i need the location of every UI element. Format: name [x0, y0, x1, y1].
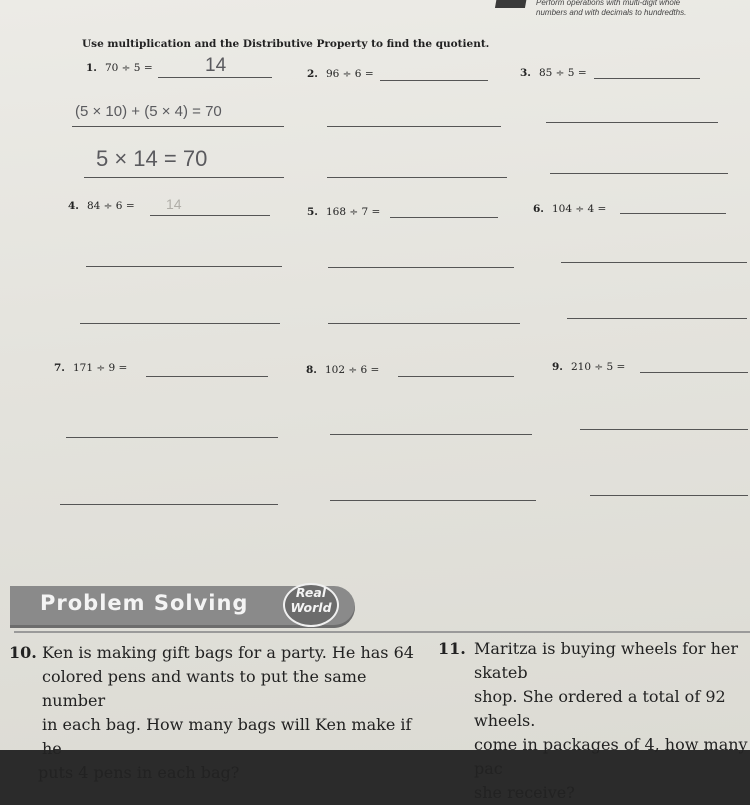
- problem-number: 5.: [307, 206, 318, 218]
- problem-text-line: Maritza is buying wheels for her skateb: [474, 639, 738, 682]
- handwritten-work: 5 × 14 = 70: [96, 146, 208, 171]
- work-line[interactable]: [60, 504, 278, 505]
- problem-7: [54, 362, 127, 374]
- standard-note-line2: numbers and with decimals to hundredths.: [536, 8, 687, 17]
- work-line[interactable]: [546, 122, 718, 123]
- problem-number: 7.: [54, 362, 65, 374]
- answer-blank[interactable]: [640, 372, 748, 373]
- handwritten-answer: 14: [205, 55, 227, 76]
- work-line[interactable]: [330, 434, 532, 435]
- problem-number: 1.: [86, 62, 97, 74]
- work-line[interactable]: [80, 323, 280, 324]
- problem-number: 4.: [68, 200, 79, 212]
- work-line[interactable]: [550, 173, 728, 174]
- problem-text-line: she receive?: [474, 783, 575, 802]
- problem-number: 11.: [438, 639, 466, 658]
- word-problem-10: [9, 641, 422, 785]
- word-problem-11: [474, 637, 750, 805]
- problem-expression: 210 ÷ 5 =: [570, 361, 626, 373]
- problem-text-line: shop. She ordered a total of 92 wheels.: [474, 687, 726, 730]
- work-line[interactable]: [561, 262, 747, 263]
- problem-8: [306, 364, 379, 376]
- problem-expression: 96 ÷ 6 =: [325, 68, 374, 80]
- standard-note: [536, 0, 746, 18]
- problem-9: [552, 361, 625, 373]
- problem-expression: 104 ÷ 4 =: [551, 203, 607, 215]
- answer-blank[interactable]: [380, 80, 488, 81]
- answer-blank[interactable]: [594, 78, 700, 79]
- problem-expression: 70 ÷ 5 =: [104, 62, 153, 74]
- section-divider: [14, 631, 750, 633]
- standard-tag: [495, 0, 527, 8]
- work-line[interactable]: [590, 495, 748, 496]
- faint-answer: 14: [166, 196, 182, 212]
- problem-text-line: come in packages of 4, how many pac: [474, 735, 748, 778]
- handwritten-work: (5 × 10) + (5 × 4) = 70: [75, 103, 222, 120]
- answer-blank[interactable]: [398, 376, 514, 377]
- standard-note-line1: Perform operations with multi-digit whole: [536, 0, 681, 7]
- problem-6: [533, 203, 606, 215]
- work-line[interactable]: [327, 126, 501, 127]
- problem-number: 10.: [9, 643, 37, 662]
- problem-expression: 102 ÷ 6 =: [324, 364, 380, 376]
- work-line[interactable]: [327, 177, 507, 178]
- problem-3: [520, 67, 587, 79]
- problem-text-line: puts 4 pens in each bag?: [38, 763, 240, 782]
- problem-text-line: Ken is making gift bags for a party. He has 64: [42, 643, 414, 662]
- work-line[interactable]: [567, 318, 747, 319]
- problem-5: [307, 206, 380, 218]
- answer-blank[interactable]: [620, 213, 726, 214]
- answer-blank[interactable]: [158, 77, 272, 78]
- work-line[interactable]: [66, 437, 278, 438]
- work-line[interactable]: [330, 500, 536, 501]
- problem-expression: 84 ÷ 6 =: [86, 200, 135, 212]
- work-line[interactable]: [86, 266, 282, 267]
- problem-expression: 85 ÷ 5 =: [538, 67, 587, 79]
- work-line[interactable]: [328, 267, 514, 268]
- problem-number: 9.: [552, 361, 563, 373]
- problem-solving-title: Problem Solving: [40, 591, 249, 615]
- real-world-badge-label: [283, 585, 339, 615]
- answer-blank[interactable]: [146, 376, 268, 377]
- problem-2: [307, 68, 374, 80]
- work-line[interactable]: [72, 126, 284, 127]
- work-line[interactable]: [328, 323, 520, 324]
- answer-blank[interactable]: [390, 217, 498, 218]
- work-line[interactable]: [580, 429, 748, 430]
- problem-number: 2.: [307, 68, 318, 80]
- problem-expression: 171 ÷ 9 =: [72, 362, 128, 374]
- problem-number: 3.: [520, 67, 531, 79]
- problem-1: [86, 62, 153, 74]
- answer-blank[interactable]: [150, 215, 270, 216]
- problem-4: [68, 200, 135, 212]
- problem-number: 6.: [533, 203, 544, 215]
- instructions: Use multiplication and the Distributive Property to find the quotient.: [82, 38, 490, 50]
- badge-line2: World: [290, 600, 332, 615]
- problem-expression: 168 ÷ 7 =: [325, 206, 381, 218]
- work-line[interactable]: [84, 177, 284, 178]
- problem-number: 8.: [306, 364, 317, 376]
- badge-line1: Real: [295, 585, 327, 600]
- problem-text-line: colored pens and wants to put the same number: [42, 667, 367, 710]
- problem-text-line: in each bag. How many bags will Ken make if he: [42, 715, 412, 758]
